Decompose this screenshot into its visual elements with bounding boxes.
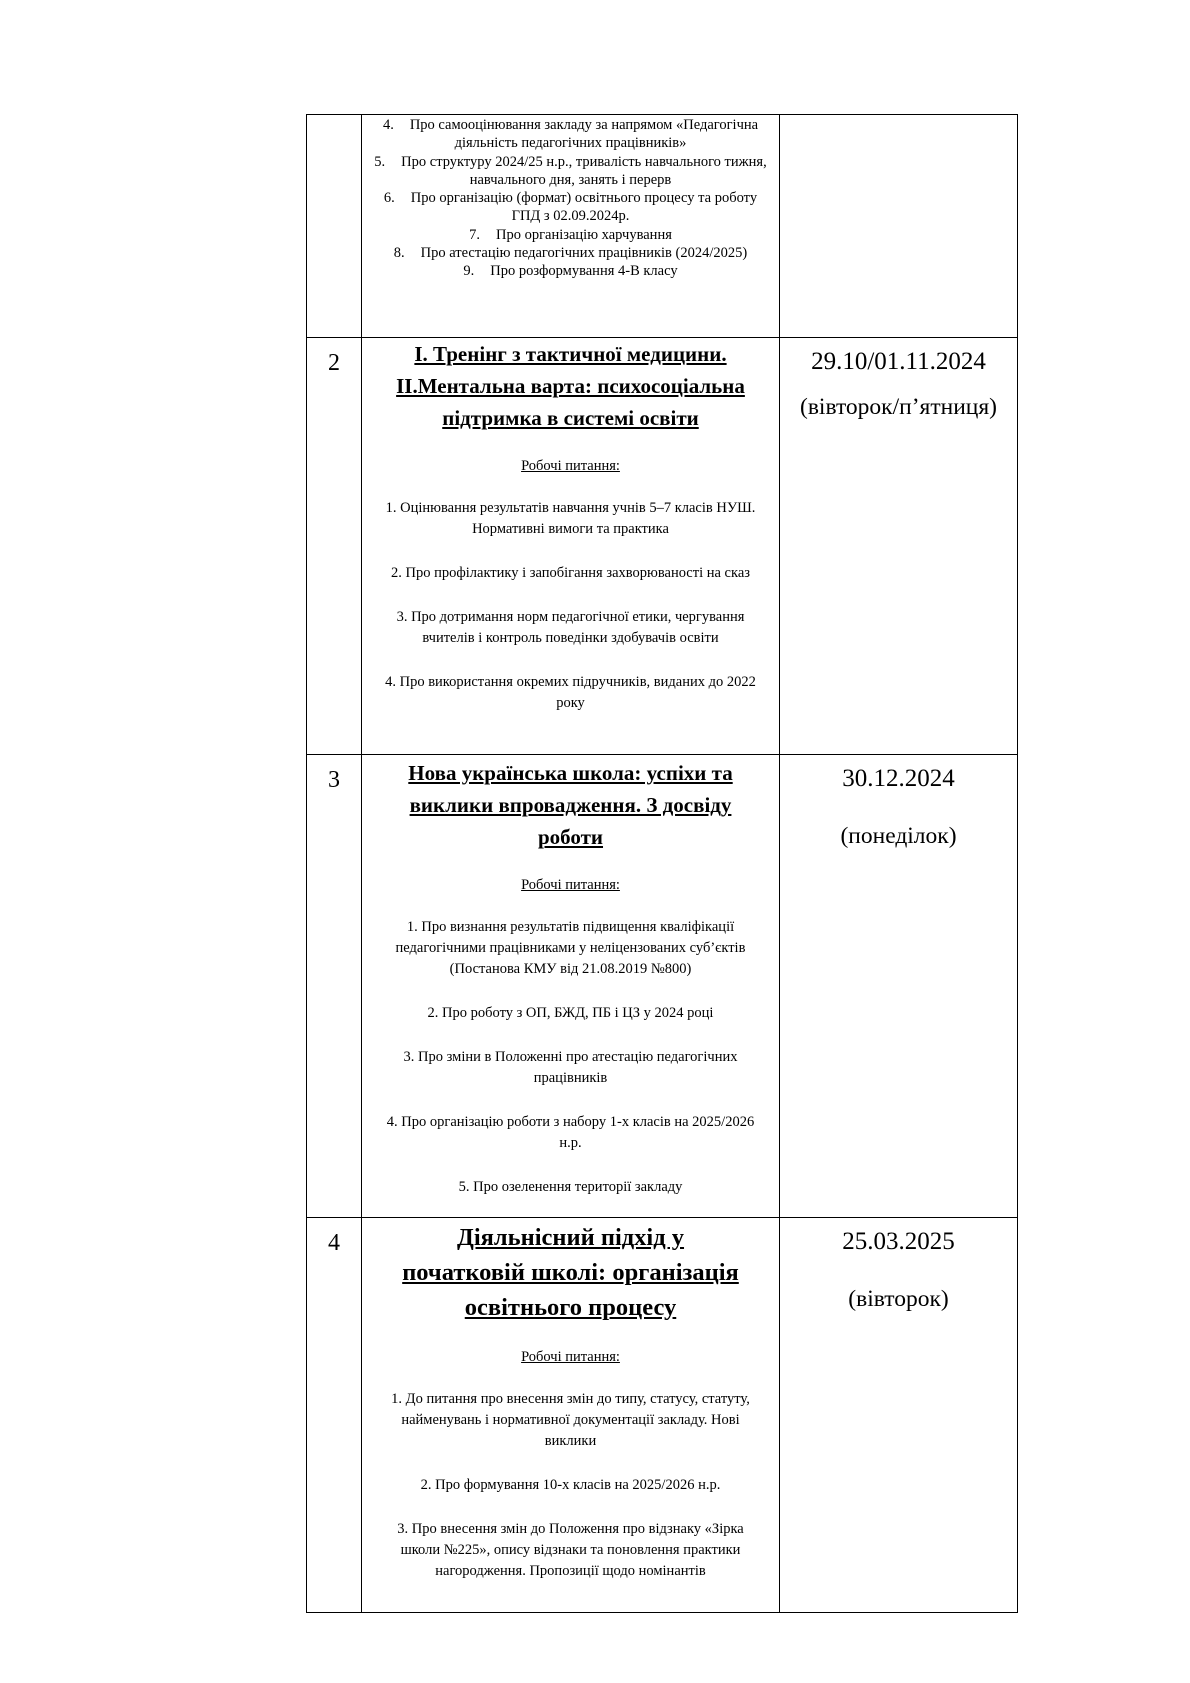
agenda-item: 3. Про дотримання норм педагогічної етики, чергування вчителів і контроль поведінки здобувачів освіти <box>396 609 745 646</box>
list-item <box>368 244 773 262</box>
item-text: Про самооцінювання закладу за напрямом «Педагогічна діяльність педагогічних працівників» <box>409 117 759 152</box>
date-cell <box>780 115 1018 338</box>
topic-title-line: виклики впровадження. З досвіду <box>409 793 732 817</box>
row-number-cell: 2 <box>307 338 362 755</box>
working-questions-label: Робочі питання: <box>521 458 620 474</box>
date-cell <box>780 755 1018 1218</box>
agenda-item: 2. Про профілактику і запобігання захворюваності на сказ <box>391 565 750 581</box>
topic-title <box>362 338 779 434</box>
topic-title-line: підтримка в системі освіти <box>442 406 699 430</box>
item-text: Про структуру 2024/25 н.р., тривалість навчального тижня, навчального дня, занять і перерв <box>401 153 767 188</box>
topic-title-line: освітнього процесу <box>464 1294 677 1321</box>
meetings-plan-table <box>306 114 1018 1613</box>
topic-cell <box>362 1218 780 1613</box>
list-item <box>368 262 773 280</box>
item-number: 8. <box>393 245 405 262</box>
continuation-list <box>362 115 779 281</box>
item-text: Про організацію (формат) освітнього процесу та роботу ГПД з 02.09.2024р. <box>410 190 758 225</box>
meeting-date: 25.03.2025 <box>842 1228 955 1255</box>
agenda-item: 5. Про озеленення території закладу <box>458 1179 683 1195</box>
date-cell <box>780 1218 1018 1613</box>
topic-title-line: початковій школі: організація <box>402 1259 739 1286</box>
topic-title-line: Нова українська школа: успіхи та <box>408 761 733 785</box>
list-item <box>368 153 773 190</box>
meeting-date: 29.10/01.11.2024 <box>811 348 986 375</box>
list-item <box>368 116 773 153</box>
meeting-weekday: (вівторок/п’ятниця) <box>800 394 997 420</box>
list-item <box>368 226 773 244</box>
meeting-weekday: (понеділок) <box>840 823 957 849</box>
item-text: Про атестацію педагогічних працівників (2024/2025) <box>420 245 748 262</box>
item-number: 9. <box>463 263 475 280</box>
item-number: 7. <box>469 226 480 243</box>
agenda-item: 4. Про використання окремих підручників, виданих до 2022 року <box>385 674 756 711</box>
topic-title-line: ІІ.Ментальна варта: психосоціальна <box>396 374 745 398</box>
topic-cell <box>362 338 780 755</box>
topic-title-line: роботи <box>537 825 604 849</box>
topic-title <box>362 1218 779 1325</box>
table-row <box>307 338 1018 755</box>
agenda-item: 1. До питання про внесення змін до типу, статусу, статуту, найменувань і нормативної документації закладу. Нові виклики <box>391 1391 750 1449</box>
row-number-cell: 3 <box>307 755 362 1218</box>
topic-title-line: І. Тренінг з тактичної медицини. <box>414 342 727 366</box>
item-number: 4. <box>382 117 394 133</box>
working-questions-label: Робочі питання: <box>521 877 620 893</box>
item-number: 5. <box>374 153 386 170</box>
list-item <box>368 189 773 226</box>
working-questions-label: Робочі питання: <box>521 1349 620 1365</box>
meeting-date: 30.12.2024 <box>842 765 955 792</box>
topic-cell <box>362 755 780 1218</box>
topic-title <box>362 755 779 853</box>
topic-title-line: Діяльнісний підхід у <box>456 1224 685 1251</box>
table-row <box>307 115 1018 338</box>
meeting-weekday: (вівторок) <box>848 1286 949 1312</box>
agenda-item: 2. Про роботу з ОП, БЖД, ПБ і ЦЗ у 2024 році <box>427 1005 714 1021</box>
agenda-item: 3. Про внесення змін до Положення про відзнаку «Зірка школи №225», опису відзнаки та поновлення практики нагородження. Пропозиції щодо номінантів <box>397 1521 744 1579</box>
agenda-item: 1. Оцінювання результатів навчання учнів 5–7 класів НУШ. Нормативні вимоги та практика <box>385 500 756 537</box>
table-row <box>307 755 1018 1218</box>
row-number-cell: 4 <box>307 1218 362 1613</box>
date-cell <box>780 338 1018 755</box>
item-text: Про організацію харчування <box>495 226 672 243</box>
topic-cell <box>362 115 780 338</box>
row-number-cell <box>307 115 362 338</box>
agenda-item: 2. Про формування 10-х класів на 2025/2026 н.р. <box>420 1477 721 1493</box>
agenda-item: 1. Про визнання результатів підвищення кваліфікації педагогічними працівниками у неліцензованих суб’єктів (Постанова КМУ від 21.08.2019 №800) <box>395 919 746 977</box>
item-number: 6. <box>383 190 395 207</box>
agenda-item: 4. Про організацію роботи з набору 1-х класів на 2025/2026 н.р. <box>386 1114 755 1151</box>
table-row <box>307 1218 1018 1613</box>
item-text: Про розформування 4-В класу <box>490 263 678 280</box>
agenda-item: 3. Про зміни в Положенні про атестацію педагогічних працівників <box>403 1049 738 1086</box>
